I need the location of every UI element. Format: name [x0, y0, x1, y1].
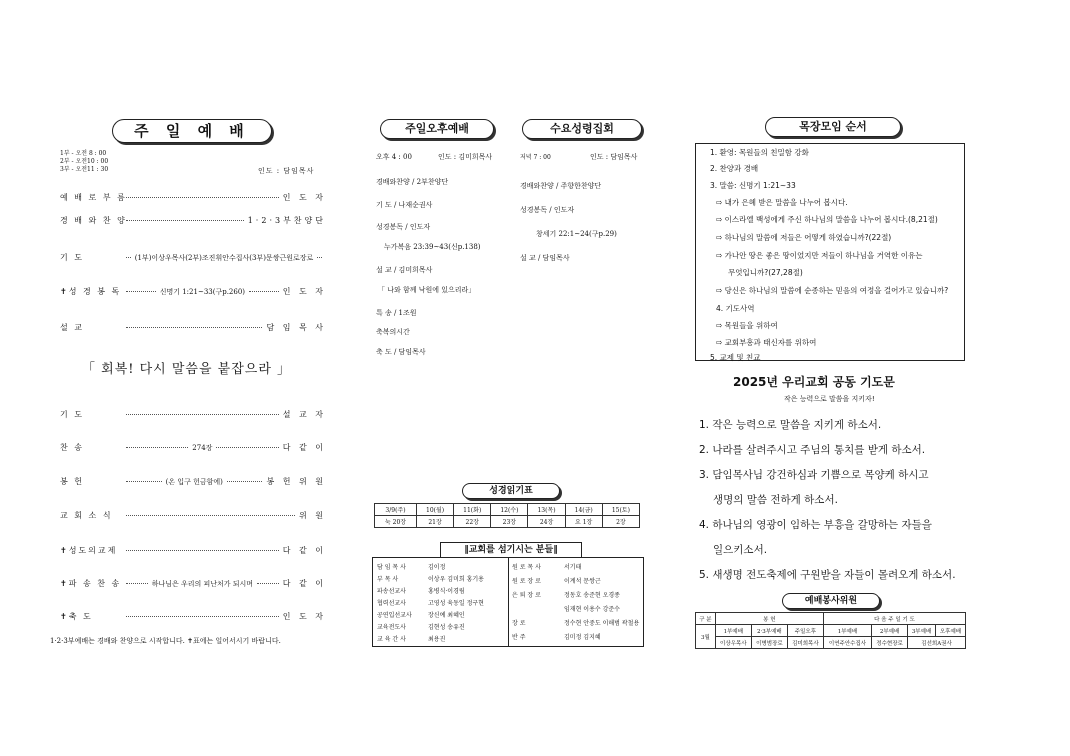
order-dots [317, 257, 322, 258]
reading-chapter: 21장 [417, 516, 454, 528]
staff-role: 공연입선교사 [377, 612, 412, 619]
order-item: 예 배 로 부 름 [60, 193, 127, 202]
cell-line: ⇨ 이스라엘 백성에게 주신 하나님의 말씀을 나누어 봅시다.(8,21절) [716, 215, 938, 224]
order-dots [227, 481, 263, 482]
afternoon-title: 주일오후예배 [380, 119, 494, 139]
service-head-offering: 봉 헌 [715, 613, 823, 625]
staff-role: 원 로 목 사 [512, 564, 541, 571]
staff-name: 정동호 송준현 오경종 [564, 592, 620, 599]
staff-role: 반 주 [512, 634, 526, 641]
wednesday-time: 저녁 7 : 00 [520, 154, 551, 161]
order-who: 인 도 자 [282, 287, 327, 296]
order-item: 교 회 소 식 [60, 511, 113, 520]
staff-name: 고영성 육동일 정구현 [428, 600, 484, 607]
time-2: 2부 - 오전10 : 00 [60, 158, 109, 165]
order-row [60, 409, 326, 420]
reading-chapter: 2장 [602, 516, 639, 528]
staff-role: 협력선교사 [377, 600, 406, 607]
staff-name: 홍병식·이경림 [428, 588, 465, 595]
staff-name: 장신예 최혜인 [428, 612, 465, 619]
order-who: 인 도 자 [282, 193, 326, 202]
order-dots [126, 220, 244, 221]
order-row [60, 215, 326, 226]
afternoon-line: 설 교 / 김미희목사 [376, 266, 433, 274]
order-item: 봉 헌 [60, 477, 84, 486]
worship-footnote: 1·2·3부예배는 경배와 찬양으로 시작합니다. ✝표에는 일어서시기 바랍니다. [50, 637, 281, 645]
order-row [60, 545, 326, 556]
service-title: 예배봉사위원 [782, 593, 880, 609]
order-item: ✝성도의교제 [60, 546, 118, 555]
service-sub-1: 1부예배 [715, 625, 751, 637]
reading-day: 14(금) [565, 504, 602, 516]
reading-day: 11(화) [454, 504, 491, 516]
service-name-5: 정수현장로 [872, 637, 908, 649]
order-dots [126, 197, 279, 198]
cell-line: 4. 기도사역 [716, 304, 755, 313]
cell-line: ⇨ 내가 은혜 받은 말씀을 나누어 봅시다. [716, 198, 848, 207]
service-head-prayer: 다 음 주 일 기 도 [823, 613, 965, 625]
afternoon-line: 「 나와 함께 낙원에 있으리라」 [378, 286, 476, 294]
order-row [60, 252, 326, 263]
order-who: 담 임 목 사 [266, 323, 326, 332]
order-row [60, 476, 326, 487]
service-name-3: 김미희목사 [787, 637, 823, 649]
prayer-title: 2025년 우리교회 공동 기도문 [733, 375, 895, 389]
days-row [375, 504, 640, 516]
order-who: 인 도 자 [282, 612, 326, 621]
afternoon-time: 오후 4 : 00 [376, 153, 412, 161]
order-mid: (1부)이상우목사(2부)조진휘안수집사(3부)문쌍근원로장로 [134, 253, 314, 262]
staff-name: 정수현 안중도 이해범 곽철용 [564, 620, 640, 627]
order-item: 설 교 [60, 323, 84, 332]
order-item: 경 배 와 찬 양 [60, 216, 127, 225]
order-dots [249, 291, 279, 292]
cell-line: 1. 환영: 목원들의 친밀함 강화 [710, 148, 809, 157]
order-row [60, 286, 326, 297]
order-row [60, 578, 326, 589]
reading-chapter: 24장 [528, 516, 565, 528]
cell-line: ⇨ 교회부흥과 태신자를 위하여 [716, 338, 817, 347]
afternoon-line: 경배와찬양 / 2부찬양단 [376, 178, 449, 186]
wednesday-line: 창세기 22:1~24(구p.29) [536, 230, 617, 238]
reading-day: 13(목) [528, 504, 565, 516]
afternoon-line: 기 도 / 나재순권사 [376, 201, 433, 209]
order-item: ✝파 송 찬 송 [60, 579, 122, 588]
order-row [60, 611, 326, 622]
service-name-1: 이상우목사 [715, 637, 751, 649]
prayer-line: 3. 담임목사님 강건하심과 기쁨으로 목양케 하시고 [699, 469, 929, 481]
worship-times [60, 150, 108, 174]
reading-chapter: 요 1장 [565, 516, 602, 528]
staff-role: 장 로 [512, 620, 526, 627]
service-sub-5: 2부예배 [872, 625, 908, 637]
order-dots [126, 414, 279, 415]
staff-name: 김미정 김지혜 [564, 634, 601, 641]
order-item: 찬 송 [60, 443, 84, 452]
staff-role: 원 로 장 로 [512, 578, 541, 585]
order-item: 기 도 [60, 410, 84, 419]
service-sub-4: 1부예배 [823, 625, 871, 637]
order-mid: 하나님은 우리의 피난처가 되시며 [151, 579, 254, 588]
order-dots [126, 291, 156, 292]
staff-role: 부 목 사 [377, 576, 399, 583]
order-who: 위 원 [299, 511, 326, 520]
cell-line: 3. 말씀: 신명기 1:21~33 [710, 181, 796, 190]
order-row [60, 510, 326, 521]
order-item: ✝축 도 [60, 612, 93, 621]
staff-box [372, 557, 644, 647]
order-mid: (온 입구 헌금함에) [165, 477, 223, 486]
wednesday-line: 성경봉독 / 인도자 [520, 206, 575, 214]
worship-leader: 인도 : 담임목사 [258, 167, 315, 175]
time-3: 3부 - 오전11 : 30 [60, 166, 109, 173]
order-who: 다 같 이 [282, 579, 326, 588]
staff-role: 교육전도사 [377, 624, 406, 631]
afternoon-line: 성경봉독 / 인도자 [376, 223, 431, 231]
staff-role: 파송선교사 [377, 588, 406, 595]
order-dots [126, 481, 162, 482]
order-who: 설 교 자 [282, 410, 326, 419]
order-item: 기 도 [60, 253, 84, 262]
order-dots [126, 257, 131, 258]
wednesday-title: 수요성령집회 [522, 119, 642, 139]
order-dots [126, 327, 262, 328]
order-row [60, 322, 326, 333]
cell-line: 2. 찬양과 경배 [710, 164, 759, 173]
afternoon-line: 특 송 / 1조원 [376, 309, 417, 317]
afternoon-leader: 인도 : 김미희목사 [438, 153, 493, 161]
staff-role: 은 퇴 장 로 [512, 592, 541, 599]
service-head-row-2 [696, 625, 966, 637]
reading-chapter: 22장 [454, 516, 491, 528]
prayer-line: 1. 작은 능력으로 말씀을 지키게 하소서. [699, 419, 882, 431]
service-sub-3: 주일오후 [787, 625, 823, 637]
order-dots [126, 583, 148, 584]
order-dots [126, 515, 295, 516]
bible-reading-title: 성경읽기표 [462, 483, 560, 499]
service-name-4: 이연주안수집사 [823, 637, 871, 649]
cell-line: ⇨ 당신은 하나님의 말씀에 순종하는 믿음의 여정을 걸어가고 있습니까? [716, 286, 949, 295]
prayer-line: 4. 하나님의 영광이 임하는 부흥을 갈망하는 자들을 [699, 519, 932, 531]
staff-role: 교 육 간 사 [377, 636, 406, 643]
order-dots [216, 447, 278, 448]
service-name-6: 김선희A권사 [908, 637, 966, 649]
staff-name: 김이정 [428, 564, 446, 571]
service-head-row-1 [696, 613, 966, 625]
order-item: ✝성 경 봉 독 [60, 287, 122, 296]
cell-line: ⇨ 목원들을 위하여 [716, 321, 778, 330]
wednesday-line: 경배와찬양 / 주향한찬양단 [520, 182, 602, 190]
reading-day: 12(수) [491, 504, 528, 516]
bible-reading-table [374, 503, 640, 528]
service-names-row [696, 637, 966, 649]
prayer-line: 일으키소서. [713, 544, 768, 556]
order-dots [126, 550, 279, 551]
sermon-title: 「 회복! 다시 말씀을 붙잡으라 」 [82, 362, 292, 377]
cell-line: ⇨ 가나안 땅은 좋은 땅이었지만 저들이 하나님을 거역한 이유는 [716, 251, 923, 260]
order-row [60, 442, 326, 453]
staff-name: 이계석 문쌍근 [564, 578, 601, 585]
cell-meeting-title: 목장모임 순서 [765, 117, 901, 137]
time-1: 1부 - 오전 8 : 00 [60, 150, 107, 157]
staff-name: 이상우 김미희 홍기용 [428, 576, 484, 583]
staff-name: 최용진 [428, 636, 446, 643]
prayer-line: 2. 나라를 살려주시고 주님의 통치를 받게 하소서. [699, 444, 926, 456]
order-dots [126, 616, 279, 617]
reading-chapter: 눅 20장 [375, 516, 417, 528]
service-sub-2: 2·3부예배 [751, 625, 787, 637]
wednesday-line: 설 교 / 담임목사 [520, 254, 570, 262]
service-sub-6: 3부예배 [908, 625, 936, 637]
prayer-line: 생명의 말씀 전하게 하소서. [713, 494, 838, 506]
afternoon-line: 축 도 / 담임목사 [376, 348, 426, 356]
service-month: 3월 [696, 625, 716, 649]
staff-name: 서기태 [564, 564, 582, 571]
order-mid: 신명기 1:21~33(구p.260) [159, 287, 246, 296]
reading-day: 10(월) [417, 504, 454, 516]
wednesday-leader: 인도 : 담임목사 [590, 153, 638, 161]
service-name-2: 이병범장로 [751, 637, 787, 649]
afternoon-line: 누가복음 23:39~43(신p.138) [384, 243, 481, 251]
readings-row [375, 516, 640, 528]
order-who: 봉 헌 위 원 [266, 477, 327, 486]
order-who: 다 같 이 [282, 546, 326, 555]
order-dots [126, 447, 188, 448]
staff-title: ‖교회를 섬기시는 분들‖ [440, 542, 582, 558]
staff-role: 담 임 목 사 [377, 564, 406, 571]
service-sub-7: 오후예배 [935, 625, 965, 637]
service-head-division: 구 분 [696, 613, 716, 625]
cell-line: 5. 교제 및 친교 [710, 353, 761, 362]
service-table [695, 612, 966, 649]
order-who: 다 같 이 [282, 443, 326, 452]
staff-name: 김현성 송유진 [428, 624, 465, 631]
afternoon-line: 축복의시간 [376, 328, 410, 336]
prayer-line: 5. 새생명 전도축제에 구원받을 자들이 몰려오게 하소서. [699, 569, 956, 581]
cell-line: ⇨ 하나님의 말씀에 저들은 어떻게 하였습니까?(22절) [716, 233, 892, 242]
reading-day: 3/9(주) [375, 504, 417, 516]
reading-chapter: 23장 [491, 516, 528, 528]
staff-divider [508, 558, 509, 646]
order-who: 1·2·3부찬양단 [247, 216, 326, 225]
cell-line: 무엇입니까?(27,28절) [728, 268, 803, 277]
prayer-subtitle: 작은 능력으로 말씀을 지키자! [784, 395, 875, 403]
reading-day: 15(토) [602, 504, 639, 516]
order-row [60, 192, 326, 203]
staff-name: 임재현 이용수 강준수 [564, 606, 620, 613]
order-mid: 274장 [192, 443, 213, 452]
order-dots [257, 583, 279, 584]
staff-title-text: 교회를 섬기시는 분들 [468, 545, 554, 555]
sunday-worship-title: 주 일 예 배 [112, 119, 272, 143]
